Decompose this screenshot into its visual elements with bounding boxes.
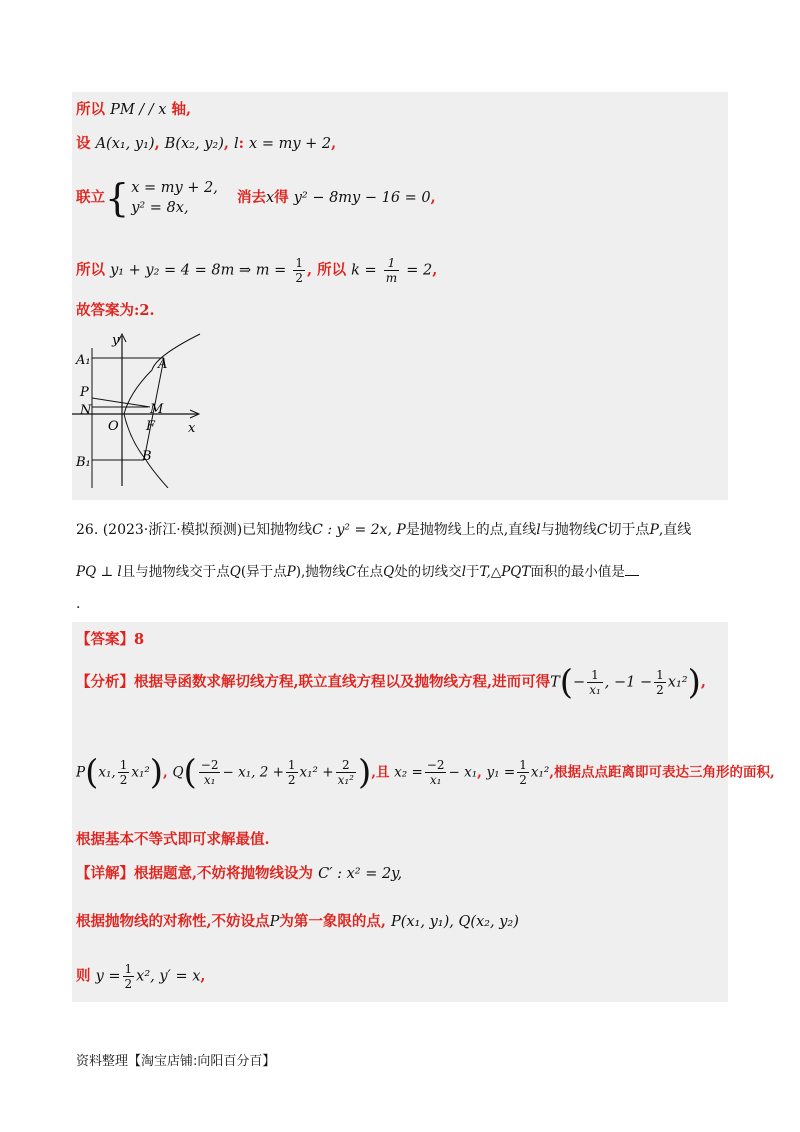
detail-line-2: 根据抛物线的对称性,不妨设点P为第一象限的点, P(x₁, y₁), Q(x₂, y₂) xyxy=(76,913,519,930)
solution-line-3: 联立{ x = my + 2, y² = 8x, 消去x得 y² − 8my − 16 = 0, xyxy=(76,176,436,220)
question-line-2: PQ ⊥ l且与抛物线交于点Q(异于点P),抛物线C在点Q处的切线交l于T,△PQT面积的最小值是 xyxy=(76,562,639,582)
answer-label: 【答案】8 xyxy=(76,631,145,648)
label-P: P xyxy=(80,385,89,400)
solution-line-5: 故答案为:2. xyxy=(76,302,155,319)
label-A: A xyxy=(158,357,168,372)
solution-line-1: 所以 PM / / x 轴, xyxy=(76,101,192,118)
label-x: x xyxy=(188,421,196,436)
label-N: N xyxy=(80,403,92,418)
label-M: M xyxy=(150,402,164,417)
analysis-line-1: 【分析】根据导函数求解切线方程,联立直线方程以及抛物线方程,进而可得T(− $\frac{1}{\text{x₁}}$ , −1 − $\frac{1}{2}$ x₁²), xyxy=(76,662,706,703)
solution-line-4: 所以 y₁ + y₂ = 4 = 8m ⇒ m = $\frac{1}{2}$ , 所以 k = $\frac{1}{m}$ = 2, xyxy=(76,256,438,285)
detail-line-3: 则 y = $\frac{1}{2}$ x², y′ = x, xyxy=(76,962,206,991)
label-B: B xyxy=(142,449,152,464)
label-O: O xyxy=(108,419,119,434)
label-A1: A₁ xyxy=(76,353,91,368)
solution-line-2: 设 A(x₁, y₁), B(x₂, y₂), l: x = my + 2, xyxy=(76,135,337,152)
analysis-line-2: P(x₁, $\frac{1}{2}$ x₁²), Q( $\frac{-2}{\text{x₁}}$ − x₁, 2 + $\frac{1}{2}$ x₁² + $\frac{2}{\text{x₁²}}$ ),且 x₂ = $\frac{-2}{\text{x₁}}$ − x₁, y₁ = $\frac{1}{2}$ x₁²,根据点点距离即可表达三角形的面积, xyxy=(76,752,775,793)
detail-line-1: 【详解】根据题意,不妨将抛物线设为 C′ : x² = 2y, xyxy=(76,865,403,882)
analysis-line-3: 根据基本不等式即可求解最值. xyxy=(76,831,270,848)
question-line-3: . xyxy=(76,596,81,612)
label-y: y xyxy=(112,333,120,348)
footer-text: 资料整理【淘宝店铺:向阳百分百】 xyxy=(76,1054,276,1069)
question-line-1: 26. (2023·浙江·模拟预测)已知抛物线C : y² = 2x, P是抛物线上的点,直线l与抛物线C切于点P,直线 xyxy=(76,522,692,538)
parabola-figure xyxy=(72,328,212,488)
label-F: F xyxy=(146,419,156,434)
label-B1: B₁ xyxy=(76,455,91,470)
